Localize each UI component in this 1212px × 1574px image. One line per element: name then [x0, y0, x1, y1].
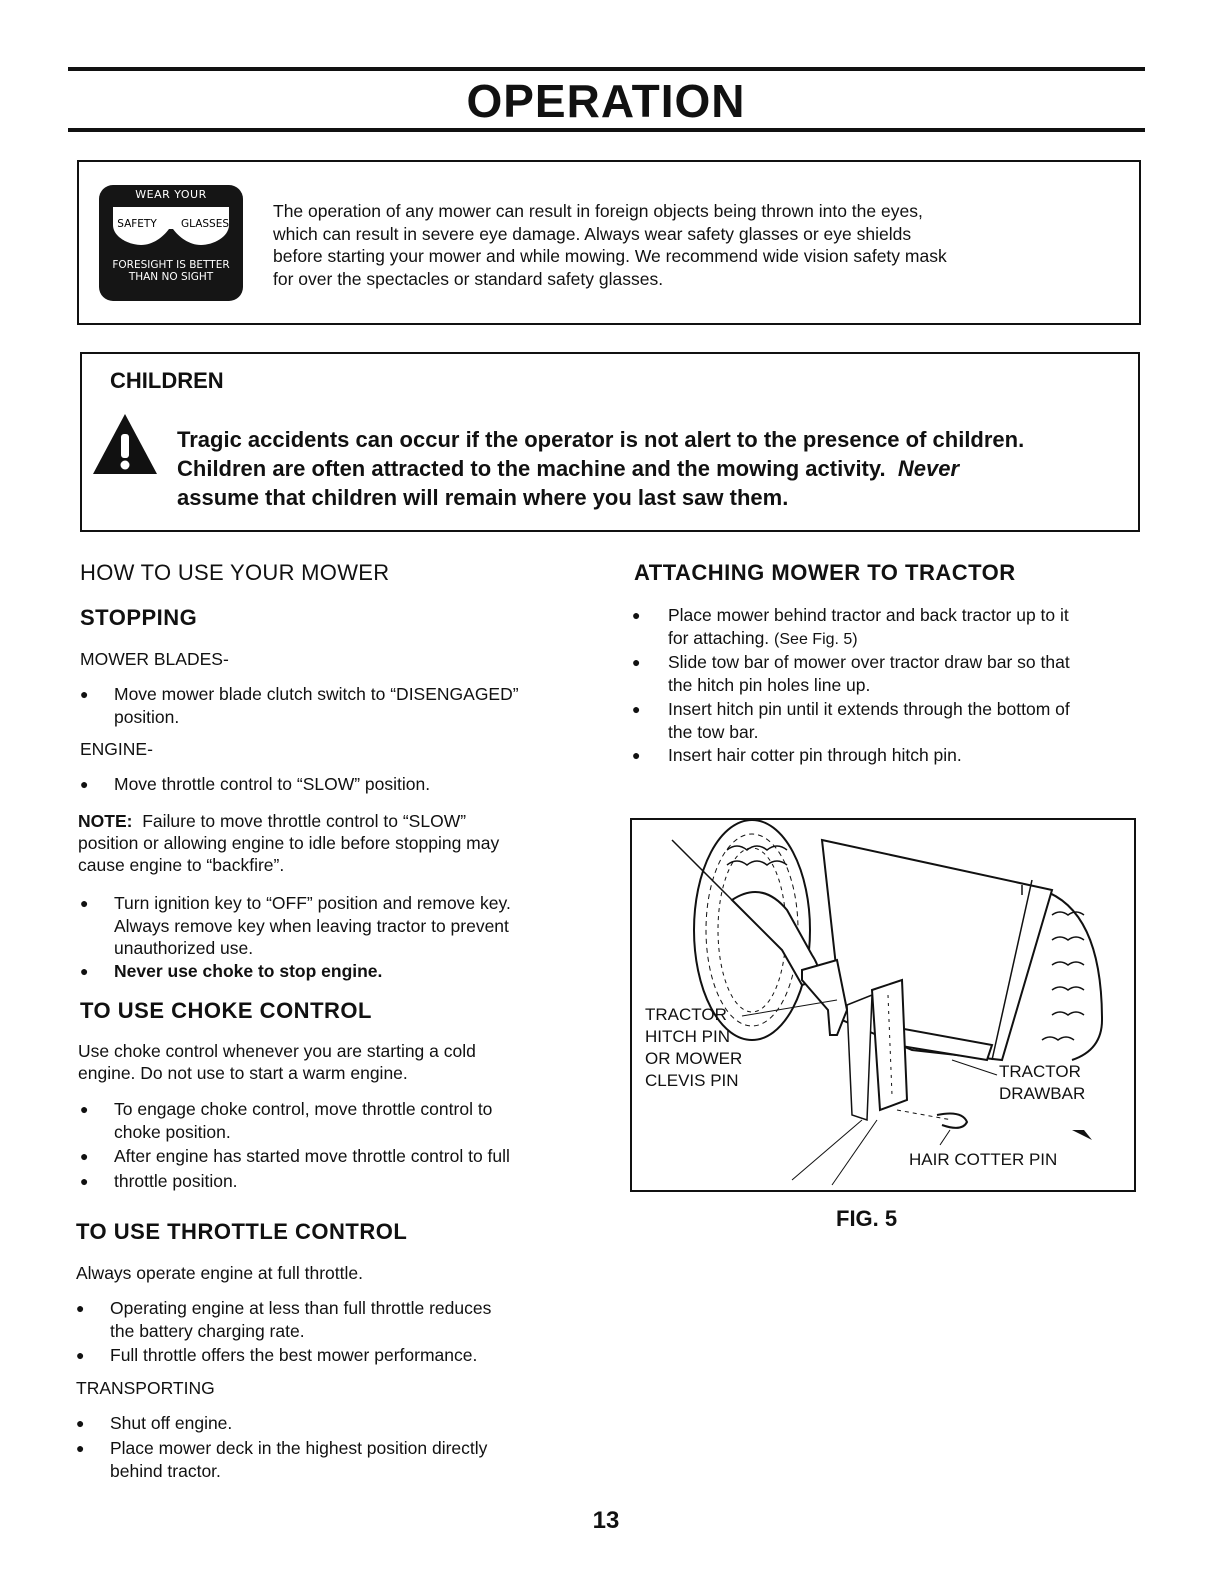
list-item: [80, 683, 600, 728]
hair-cotter-pin-label: HAIR COTTER PIN: [909, 1150, 1058, 1169]
bullet-line: To engage choke control, move throttle control to: [114, 1099, 493, 1119]
list-item: [632, 744, 1152, 767]
note-label: NOTE:: [78, 811, 133, 831]
bullet-line: throttle position.: [114, 1171, 238, 1191]
children-warning-text: [177, 425, 1127, 512]
choke-intro-line: engine. Do not use to start a warm engine.: [78, 1063, 408, 1083]
bullet-line: Insert hitch pin until it extends through the bottom of: [668, 699, 1070, 719]
bullet-icon: ●: [80, 895, 89, 911]
label-line: CLEVIS PIN: [645, 1071, 739, 1090]
list-item: [80, 892, 600, 960]
choke-heading: TO USE CHOKE CONTROL: [80, 998, 372, 1023]
safety-glasses-icon: [109, 203, 233, 249]
safety-line: before starting your mower and while mowing. We recommend wide vision safety mask: [273, 246, 947, 266]
label-line: DRAWBAR: [999, 1084, 1086, 1103]
note-line: position or allowing engine to idle before stopping may: [78, 833, 500, 853]
bullet-line: behind tractor.: [110, 1460, 221, 1481]
header-top-rule: [68, 67, 1145, 71]
throttle-intro: Always operate engine at full throttle.: [76, 1263, 363, 1283]
badge-left-lens-text: SAFETY: [117, 218, 157, 230]
badge-line1: WEAR YOUR: [135, 188, 207, 201]
figure-caption: FIG. 5: [836, 1206, 898, 1231]
safety-line: for over the spectacles or standard safety glasses.: [273, 268, 664, 289]
engine-label: ENGINE-: [80, 739, 153, 759]
bullet-line: Place mower behind tractor and back tractor up to it: [668, 605, 1069, 625]
list-item: [76, 1297, 596, 1342]
bullet-icon: ●: [632, 747, 641, 763]
bullet-line: Slide tow bar of mower over tractor draw bar so that: [668, 652, 1070, 672]
bullet-icon: ●: [80, 686, 89, 702]
note-line: [78, 810, 598, 832]
bullet-line: Move mower blade clutch switch to “DISENGAGED”: [114, 684, 519, 704]
safety-glasses-text: [273, 200, 1133, 290]
badge-line3: [99, 259, 243, 283]
header-bottom-rule: [68, 128, 1145, 132]
bullet-line: Place mower deck in the highest position directly: [110, 1438, 488, 1458]
clevis-icon: [792, 980, 907, 1185]
list-item: [80, 1098, 600, 1143]
bullet-icon: ●: [80, 963, 89, 979]
choke-intro: [78, 1040, 598, 1084]
drawbar-label: [999, 1061, 1085, 1105]
label-line: TRACTOR: [999, 1062, 1081, 1081]
bullet-line: position.: [114, 706, 180, 727]
bullet-line: After engine has started move throttle control to full: [114, 1146, 510, 1166]
transporting-label: TRANSPORTING: [76, 1378, 215, 1398]
list-item: [80, 773, 600, 796]
bullet-line: unauthorized use.: [114, 938, 254, 958]
safety-line: which can result in severe eye damage. Always wear safety glasses or eye shields: [273, 223, 912, 244]
bullet-line: Insert hair cotter pin through hitch pin.: [668, 745, 962, 765]
list-item: [632, 604, 1152, 651]
note-text: Failure to move throttle control to “SLOW”: [142, 811, 467, 831]
safety-glasses-badge: [99, 185, 243, 301]
bullet-line: Shut off engine.: [110, 1413, 233, 1433]
bullet-line: Full throttle offers the best mower performance.: [110, 1345, 478, 1365]
bullet-icon: ●: [76, 1347, 85, 1363]
bullet-icon: ●: [76, 1415, 85, 1431]
bullet-icon: ●: [76, 1300, 85, 1316]
children-line3: assume that children will remain where you last saw them.: [177, 485, 789, 510]
badge-right-lens-text: GLASSES: [180, 218, 230, 230]
note-line: cause engine to “backfire”.: [78, 855, 285, 875]
children-line2a: Children are often attracted to the machine and the mowing activity.: [177, 456, 886, 481]
bullet-line: Operating engine at less than full throttle reduces: [110, 1298, 492, 1318]
page-number: 13: [592, 1507, 620, 1534]
safety-line: The operation of any mower can result in foreign objects being thrown into the eyes,: [273, 201, 923, 221]
list-item: [80, 1170, 600, 1193]
rear-tire-tread-icon: [1042, 890, 1102, 1060]
how-to-use-heading: HOW TO USE YOUR MOWER: [80, 560, 390, 585]
bullet-line: the tow bar.: [668, 721, 759, 742]
mower-blades-label: MOWER BLADES-: [80, 649, 229, 669]
choke-intro-line: Use choke control whenever you are starting a cold: [78, 1041, 476, 1061]
list-item: [80, 1145, 600, 1168]
bullet-line: Turn ignition key to “OFF” position and remove key.: [114, 893, 511, 913]
stopping-heading: STOPPING: [80, 605, 198, 630]
hitch-pin-label: [645, 1004, 742, 1092]
children-heading: CHILDREN: [110, 368, 224, 393]
list-item: [76, 1437, 596, 1482]
children-line1: Tragic accidents can occur if the operator is not alert to the presence of children.: [177, 427, 1025, 452]
bullet-icon: ●: [632, 701, 641, 717]
label-line: HITCH PIN: [645, 1027, 730, 1046]
throttle-heading: TO USE THROTTLE CONTROL: [76, 1219, 408, 1244]
list-item: [632, 698, 1152, 743]
bullet-icon: ●: [80, 776, 89, 792]
bullet-line: [668, 627, 1152, 652]
bullet-icon: ●: [632, 607, 641, 623]
never-use-choke: Never use choke to stop engine.: [114, 961, 383, 981]
children-line2: [177, 454, 1127, 483]
bullet-icon: ●: [80, 1148, 89, 1164]
bullet-icon: ●: [76, 1440, 85, 1456]
bullet-line: the hitch pin holes line up.: [668, 674, 871, 695]
warning-triangle-icon: [91, 412, 159, 476]
badge-line3b: THAN NO SIGHT: [128, 271, 214, 283]
label-line: TRACTOR: [645, 1005, 727, 1024]
bullet-line: the battery charging rate.: [110, 1320, 305, 1341]
bullet-text: for attaching.: [668, 627, 770, 648]
fig-reference: (See Fig. 5): [774, 630, 858, 648]
children-never: Never: [897, 456, 959, 481]
bullet-icon: ●: [632, 654, 641, 670]
list-item: [76, 1412, 596, 1435]
list-item: [80, 960, 600, 983]
bullet-icon: ●: [80, 1101, 89, 1117]
bullet-line: Always remove key when leaving tractor to prevent: [114, 915, 509, 936]
bullet-icon: ●: [80, 1173, 89, 1189]
bullet-line: Move throttle control to “SLOW” position.: [114, 774, 431, 794]
list-item: [76, 1344, 596, 1367]
page-title: OPERATION: [466, 75, 746, 127]
list-item: [632, 651, 1152, 696]
note-paragraph: [78, 810, 598, 876]
hair-cotter-pin-icon: [897, 1110, 967, 1145]
bullet-line: choke position.: [114, 1121, 231, 1142]
label-line: OR MOWER: [645, 1049, 743, 1068]
attaching-heading: ATTACHING MOWER TO TRACTOR: [634, 560, 1016, 585]
badge-line3a: FORESIGHT IS BETTER: [112, 259, 230, 271]
